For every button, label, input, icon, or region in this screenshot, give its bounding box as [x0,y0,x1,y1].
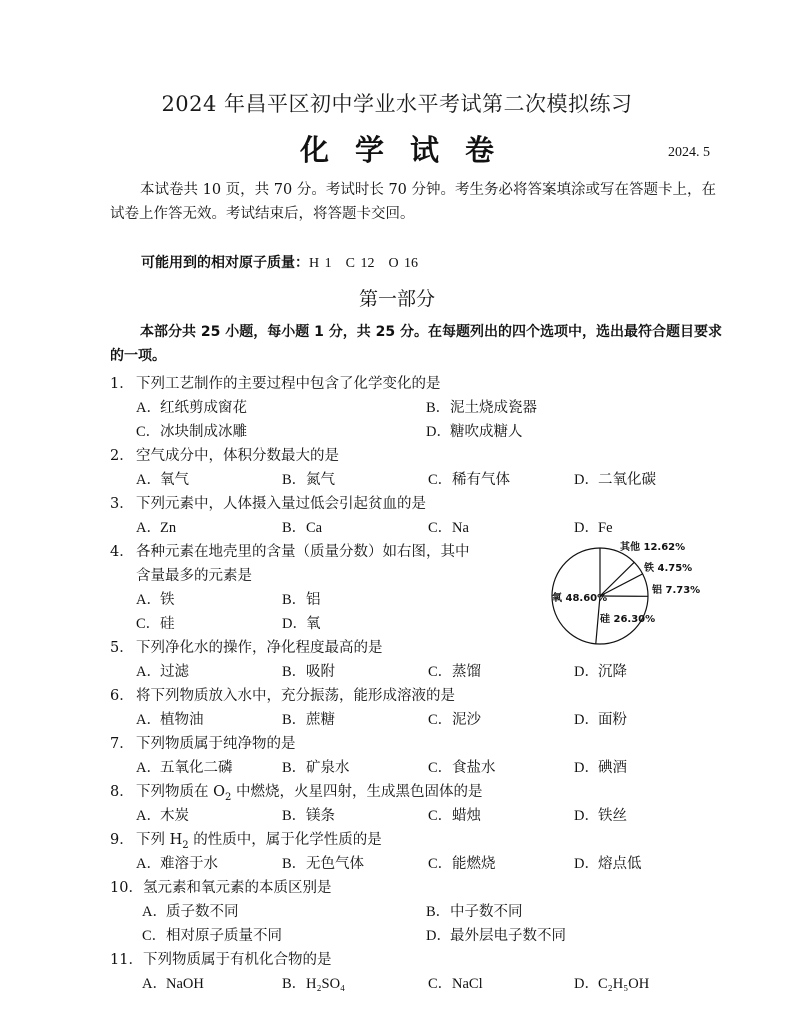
option[interactable] [574,804,627,825]
option-letter: A． [136,856,161,872]
option[interactable] [136,420,247,441]
option[interactable] [136,468,189,489]
question-2 [110,444,339,465]
option-text: 五氧化二磷 [160,760,233,776]
option-letter: B． [282,856,307,872]
option-letter: A． [136,664,161,680]
option-text: 木炭 [160,808,189,824]
option-letter: B． [282,664,307,680]
option-letter: D． [574,976,599,992]
option[interactable] [428,708,481,729]
option[interactable] [136,612,175,633]
option[interactable] [574,852,642,873]
option[interactable] [136,852,218,873]
question-number: 9． [110,832,134,848]
option-text: 蒸馏 [452,664,481,680]
question-text-a: 下列物质在 O [136,784,225,800]
option-letter: C． [428,472,453,488]
option-text: Fe [598,520,613,536]
question-number: 5． [110,640,134,656]
question-text: 空气成分中，体积分数最大的是 [136,448,339,464]
option-letter: C． [136,424,161,440]
option-text: 蜡烛 [452,808,481,824]
option-text: 最外层电子数不同 [450,928,566,944]
option-letter: A． [136,520,161,536]
question-number: 11． [110,952,143,968]
question-9 [110,828,382,851]
option-text: 铝 [306,592,321,608]
option-letter: C． [136,616,161,632]
option-letter: B． [282,520,307,536]
question-number: 1． [110,376,134,392]
option[interactable] [426,396,537,417]
option[interactable] [282,852,364,873]
option[interactable] [136,396,247,417]
option[interactable] [428,516,469,537]
question-text: 各种元素在地壳里的含量（质量分数）如右图，其中 [136,544,470,560]
option[interactable] [136,804,189,825]
option-letter: A． [136,592,161,608]
exam-title: 2024 年昌平区初中学业水平考试第二次模拟练习 [161,92,633,116]
pie-slice-label: 铝 7.73% [652,585,701,596]
option-letter: D． [282,616,307,632]
option[interactable] [426,900,523,921]
option-letter: D． [426,424,451,440]
option[interactable] [282,588,321,609]
option[interactable] [428,468,510,489]
option[interactable] [428,660,481,681]
question-text: 氢元素和氧元素的本质区别是 [142,880,332,896]
option-text: 氧气 [160,472,189,488]
option[interactable] [136,660,189,681]
option[interactable] [282,516,322,537]
crust-element-pie-chart [548,538,718,653]
question-text: 将下列物质放入水中，充分振荡，能形成溶液的是 [136,688,455,704]
option-text: 氧 [306,616,321,632]
option-letter: D． [574,760,599,776]
option[interactable] [426,420,523,441]
question-number: 8． [110,784,134,800]
question-3 [110,492,426,513]
option-text: 相对原子质量不同 [166,928,282,944]
option[interactable] [574,708,627,729]
option-text: 硅 [160,616,175,632]
option-letter: D． [574,712,599,728]
option[interactable] [282,660,335,681]
option[interactable] [282,468,335,489]
question-number: 6． [110,688,134,704]
pie-slice-label: 硅 26.30% [600,614,656,625]
option[interactable] [142,972,204,993]
option-text: 二氧化碳 [598,472,656,488]
option[interactable] [282,708,335,729]
option-text: 过滤 [160,664,189,680]
exam-date: 2024. 5 [668,145,710,160]
option[interactable] [142,924,282,945]
option-letter: D． [426,928,451,944]
option-letter: B． [426,400,451,416]
option-letter: A． [142,904,167,920]
option[interactable] [282,972,345,993]
option-letter: C． [428,808,453,824]
option-text: 糖吹成糖人 [450,424,523,440]
option[interactable] [142,900,239,921]
option[interactable] [136,756,233,777]
option-letter: A． [142,976,167,992]
part-description: 本部分共 25 小题，每小题 1 分，共 25 分。在每题列出的四个选项中，选出最符合题目要求的一项。 [110,324,722,364]
option-text: 红纸剪成窗花 [160,400,247,416]
option-letter: B． [282,472,307,488]
option-letter: B． [426,904,451,920]
atomic-mass-label: 可能用到的相对原子质量： [141,255,309,271]
subject-title: 化学试卷 [299,133,520,167]
option-text: C₂H₅OH [598,976,650,992]
option-text: 能燃烧 [452,856,496,872]
option-text: Ca [306,520,323,536]
question-text: 下列净化水的操作，净化程度最高的是 [136,640,383,656]
option-letter: C． [428,760,453,776]
option-text: 矿泉水 [306,760,350,776]
option-letter: A． [136,400,161,416]
pie-slice-label: 氧 48.60% [552,593,608,604]
option-letter: A． [136,808,161,824]
question-7 [110,732,296,753]
pie-svg [548,538,718,653]
option-letter: D． [574,520,599,536]
question-number: 3． [110,496,134,512]
pie-slice-label: 铁 4.75% [644,563,693,574]
option-letter: D． [574,472,599,488]
option-letter: D． [574,856,599,872]
option-text: 中子数不同 [450,904,523,920]
option-text: NaOH [166,976,204,992]
option-letter: C． [428,664,453,680]
question-8 [110,780,482,803]
option[interactable] [136,708,204,729]
question-number: 10． [110,880,143,896]
option-letter: A． [136,760,161,776]
option[interactable] [574,972,649,993]
option-letter: B． [282,808,307,824]
option[interactable] [426,924,566,945]
option-text: 植物油 [160,712,204,728]
option-text: 沉降 [598,664,627,680]
option[interactable] [428,972,483,993]
option-text: 难溶于水 [160,856,218,872]
option-text: 铁丝 [598,808,627,824]
option[interactable] [282,612,321,633]
option-letter: C． [428,520,453,536]
option-letter: D． [574,664,599,680]
option-text: 质子数不同 [166,904,239,920]
option[interactable] [574,660,627,681]
option-letter: A． [136,712,161,728]
option[interactable] [574,756,627,777]
option[interactable] [574,516,613,537]
option-text: 吸附 [306,664,335,680]
option-text: 食盐水 [452,760,496,776]
option-text: Na [452,520,469,536]
question-number: 4． [110,544,134,560]
option-text: 镁条 [306,808,335,824]
option[interactable] [428,756,496,777]
question-text-b: 中燃烧，火星四射，生成黑色固体的是 [231,784,483,800]
pie-slice-label: 其他 12.62% [620,542,686,553]
option-letter: C． [428,976,453,992]
option-text: 碘酒 [598,760,627,776]
option-text: NaCl [452,976,483,992]
question-text: 下列工艺制作的主要过程中包含了化学变化的是 [136,376,441,392]
option-letter: C． [428,856,453,872]
option[interactable] [282,756,350,777]
option[interactable] [136,588,175,609]
question-text: 下列元素中，人体摄入量过低会引起贫血的是 [136,496,426,512]
option-text: 面粉 [598,712,627,728]
question-11 [110,948,331,969]
option[interactable] [136,516,176,537]
question-text: 下列物质属于纯净物的是 [136,736,296,752]
option-text: 氮气 [306,472,335,488]
option-text: H₂SO₄ [306,976,346,992]
option-letter: B． [282,592,307,608]
option-letter: C． [142,928,167,944]
exam-instructions: 本试卷共 10 页，共 70 分。考试时长 70 分钟。考生务必将答案填涂或写在答题卡上，在试卷上作答无效。考试结束后，将答题卡交回。 [110,182,717,222]
option-letter: C． [428,712,453,728]
option[interactable] [428,804,481,825]
question-number: 7． [110,736,134,752]
option-letter: B． [282,760,307,776]
question-text-a: 下列 H [136,832,183,848]
atomic-mass-line [141,252,418,272]
subscript: 2 [225,791,232,803]
option-text: 无色气体 [306,856,364,872]
part-title: 第一部分 [358,288,435,310]
subscript: 2 [182,839,189,851]
question-text: 下列物质属于有机化合物的是 [142,952,332,968]
question-6 [110,684,455,705]
question-number: 2． [110,448,134,464]
question-text-b: 的性质中，属于化学性质的是 [188,832,382,848]
question-4 [110,540,470,561]
option-text: 蔗糖 [306,712,335,728]
option[interactable] [428,852,496,873]
option-text: Zn [160,520,177,536]
option[interactable] [574,468,656,489]
option-letter: B． [282,976,307,992]
question-1 [110,372,441,393]
option-letter: A． [136,472,161,488]
option-text: 稀有气体 [452,472,510,488]
option-text: 熔点低 [598,856,642,872]
atomic-mass-values: H 1 C 12 O 16 [309,256,419,271]
option-text: 冰块制成冰雕 [160,424,247,440]
option-letter: B． [282,712,307,728]
option-text: 铁 [160,592,175,608]
option[interactable] [282,804,335,825]
question-5 [110,636,383,657]
option-text: 泥土烧成瓷器 [450,400,537,416]
question-4-line2: 含量最多的元素是 [136,568,252,584]
option-text: 泥沙 [452,712,481,728]
option-letter: D． [574,808,599,824]
question-10 [110,876,331,897]
